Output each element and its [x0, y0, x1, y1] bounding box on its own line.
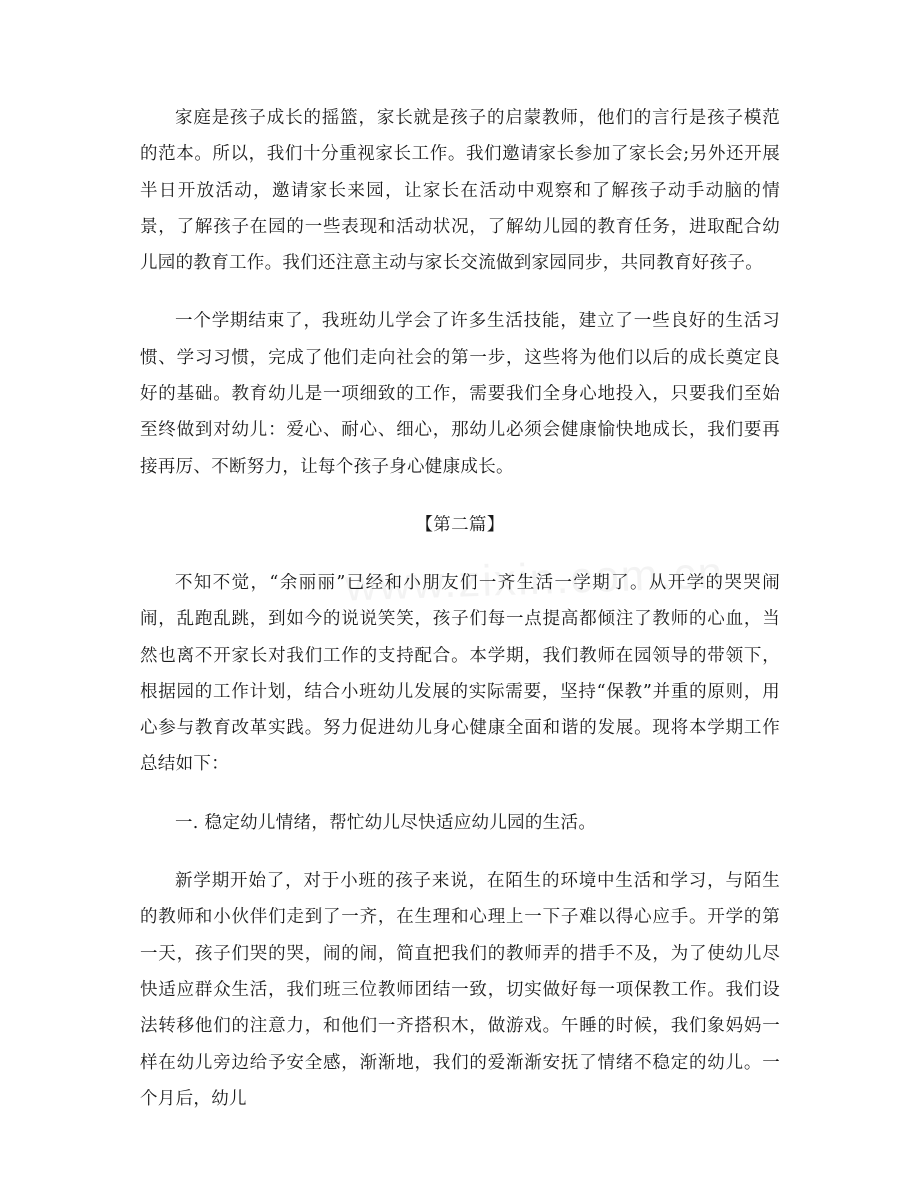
paragraph-parent-work: 家庭是孩子成长的摇篮，家长就是孩子的启蒙教师，他们的言行是孩子模范的范本。所以，我们十分重视家长工作。我们邀请家长参加了家长会;另外还开展半日开放活动，邀请家长来园，让家长在活动中观察和了解孩子动手动脑的情景，了解孩子在园的一些表现和活动状况，了解幼儿园的教育任务，进取配合幼儿园的教育工作。我们还注意主动与家长交流做到家园同步，共同教育好孩子。	[140, 108, 780, 274]
paragraph-subheading: 一. 稳定幼儿情绪，帮忙幼儿尽快适应幼儿园的生活。	[175, 812, 597, 833]
paragraph-intro: 不知不觉，“余丽丽”已经和小朋友们一齐生活一学期了。从开学的哭哭闹闹，乱跑乱跳，到如今的说说笑笑，孩子们每一点提高都倾注了教师的心血，当然也离不开家长对我们工作的支持配合。本学期，我们教师在园领导的带领下，根据园的工作计划，结合小班幼儿发展的实际需要，坚持“保教”并重的原则，用心参与教育改革实践。努力促进幼儿身心健康全面和谐的发展。现将本学期工作总结如下：	[140, 572, 780, 775]
document-body	[140, 100, 780, 1139]
paragraph-new-semester: 新学期开始了，对于小班的孩子来说，在陌生的环境中生活和学习，与陌生的教师和小伙伴们走到了一齐，在生理和心理上一下子难以得心应手。开学的第一天，孩子们哭的哭，闹的闹，简直把我们的教师弄的措手不及，为了使幼儿尽快适应群众生活，我们班三位教师团结一致，切实做好每一项保教工作。我们设法转移他们的注意力，和他们一齐搭积木，做游戏。午睡的时候，我们象妈妈一样在幼儿旁边给予安全感，渐渐地，我们的爱渐渐安抚了情绪不稳定的幼儿。一个月后，幼儿	[140, 871, 780, 1109]
section-heading: 【第二篇】	[415, 514, 505, 535]
paragraph-semester-summary: 一个学期结束了，我班幼儿学会了许多生活技能，建立了一些良好的生活习惯、学习习惯，完成了他们走向社会的第一步，这些将为他们以后的成长奠定良好的基础。教育幼儿是一项细致的工作，需要我们全身心地投入，只要我们至始至终做到对幼儿：爱心、耐心、细心，那幼儿必须会健康愉快地成长，我们要再接再厉、不断努力，让每个孩子身心健康成长。	[140, 311, 780, 477]
